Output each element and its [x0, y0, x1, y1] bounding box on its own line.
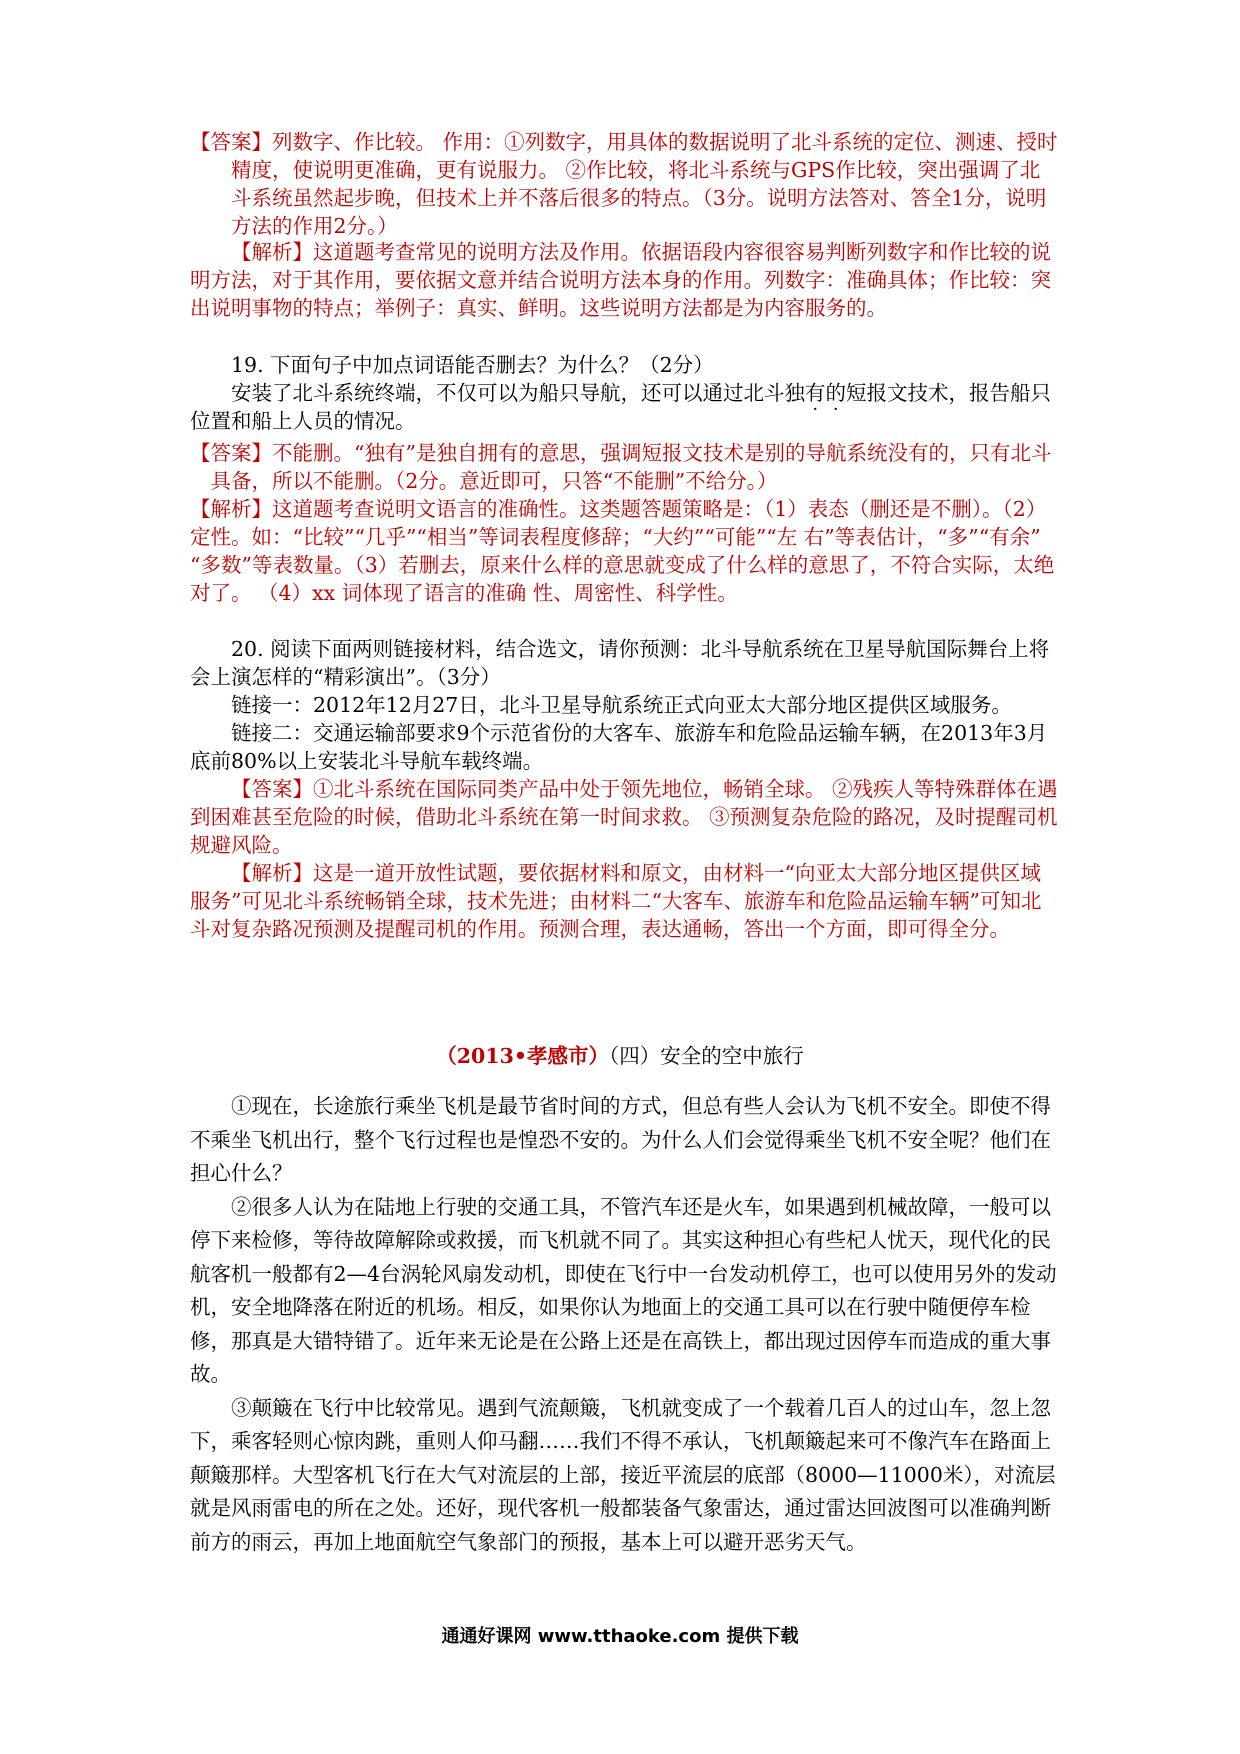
answer-20	[190, 775, 1058, 859]
article-paragraph-1: ①现在，长途旅行乘坐飞机是最节省时间的方式，但总有些人会认为飞机不安全。即使不得不乘坐飞机出行，整个飞行过程也是惶恐不安的。为什么人们会觉得乘坐飞机不安全呢？他们在担心什么？	[190, 1094, 1051, 1185]
sentence-19-text	[190, 379, 1058, 435]
explanation-19	[190, 495, 1058, 607]
sentence-19-pre: 安装了北斗系统终端，不仅可以为船只导航，还可以通过北斗	[231, 381, 785, 405]
question-20-text: 20. 阅读下面两则链接材料，结合选文，请你预测：北斗导航系统在卫星导航国际舞台上将会上演怎样的“精彩演出”。（3分）	[190, 637, 1050, 689]
explanation-20	[190, 859, 1058, 943]
emphasis-dot-char-2: 有	[805, 381, 826, 405]
article-paragraph-3: ③颠簸在飞行中比较常见。遇到气流颠簸，飞机就变成了一个载着几百人的过山车，忽上忽下，乘客轻则心惊肉跳，重则人仰马翻……我们不得不承认，飞机颠簸起来可不像汽车在路面上颠簸那样。大型客机飞行在大气对流层的上部，接近平流层的底部（8000—11000米），对流层就是风雨雷电的所在之处。还好，现代客机一般都装备气象雷达，通过雷达回波图可以准确判断前方的雨云，再加上地面航空气象部门的预报，基本上可以避开恶劣天气。	[190, 1395, 1056, 1554]
sentence-19	[190, 379, 1058, 435]
link-1-text: 链接一：2012年12月27日，北斗卫星导航系统正式向亚太大部分地区提供区域服务。	[231, 693, 1012, 717]
emphasis-dot-char-1: 独	[784, 381, 805, 405]
article-body	[190, 1090, 1058, 1559]
explanation-18-text: 【解析】这道题考查常见的说明方法及作用。依据语段内容很容易判断列数字和作比较的说明方法，对于其作用，要依据文意并结合说明方法本身的作用。列数字：准确具体；作比较：突出说明事物的特点；举例子：真实、鲜明。这些说明方法都是为内容服务的。	[190, 240, 1051, 320]
link-2	[190, 719, 1058, 775]
sentence-19-post: 的短报文技术，报告船只位置和船上人员的情况。	[190, 381, 1051, 433]
explanation-18	[190, 238, 1058, 322]
answer-18	[190, 128, 1058, 240]
section-title: （四）安全的空中旅行	[608, 1044, 804, 1068]
answer-19	[190, 439, 1058, 495]
link-1	[190, 691, 1058, 719]
link-2-text: 链接二：交通运输部要求9个示范省份的大客车、旅游车和危险品运输车辆，在2013年3月底前80%以上安装北斗导航车载终端。	[190, 721, 1048, 773]
explanation-20-text: 【解析】这是一道开放性试题，要依据材料和原文，由材料一“向亚太大部分地区提供区域服务”可见北斗系统畅销全球，技术先进；由材料二“大客车、旅游车和危险品运输车辆”可知北斗对复杂路况预测及提醒司机的作用。预测合理，表达通畅，答出一个方面，即可得全分。	[190, 861, 1042, 941]
question-19	[190, 351, 1058, 379]
section-source: （2013•孝感市）	[436, 1044, 609, 1068]
answer-19-text: 【答案】不能删。“独有”是独自拥有的意思，强调短报文技术是别的导航系统没有的，只有北斗具备，所以不能删。（2分。意近即可，只答“不能删”不给分。）	[190, 441, 1052, 493]
answer-18-text: 【答案】列数字、作比较。 作用：①列数字，用具体的数据说明了北斗系统的定位、测速、授时精度，使说明更准确，更有说服力。 ②作比较，将北斗系统与GPS作比较，突出强调了北斗系统虽然起步晚，但技术上并不落后很多的特点。（3分。说明方法答对、答全1分，说明方法的作用2分。）	[190, 130, 1058, 238]
explanation-19-text: 【解析】这道题考查说明文语言的准确性。这类题答题策略是：（1）表态（删还是不删）。（2）定性。如：“比较”“几乎”“相当”等词表程度修辞；“大约”“可能”“左 右”等表估计，“多”“有余” “多数”等表数量。（3）若删去，原来什么样的意思就变成了什么样的意思了，不符合实际，太绝对了。 （4）xx 词体现了语言的准确 性、周密性、科学性。	[190, 497, 1055, 605]
article-paragraph-2: ②很多人认为在陆地上行驶的交通工具，不管汽车还是火车，如果遇到机械故障，一般可以停下来检修，等待故障解除或救援，而飞机就不同了。其实这种担心有些杞人忧天，现代化的民航客机一般都有2—4台涡轮风扇发动机，即使在飞行中一台发动机停工，也可以使用另外的发动机，安全地降落在附近的机场。相反，如果你认为地面上的交通工具可以在行驶中随便停车检修，那真是大错特错了。近年来无论是在公路上还是在高铁上，都出现过因停车而造成的重大事故。	[190, 1194, 1057, 1386]
question-20	[190, 635, 1058, 691]
section-heading	[0, 1042, 1240, 1070]
answer-20-text: 【答案】①北斗系统在国际同类产品中处于领先地位，畅销全球。 ②残疾人等特殊群体在遇到困难甚至危险的时候，借助北斗系统在第一时间求救。 ③预测复杂危险的路况，及时提醒司机规避风险。	[190, 777, 1058, 857]
question-19-text: 19. 下面句子中加点词语能否删去？为什么？（2分）	[231, 353, 714, 377]
page-footer: 通通好课网 www.tthaoke.com 提供下载	[441, 1626, 799, 1647]
